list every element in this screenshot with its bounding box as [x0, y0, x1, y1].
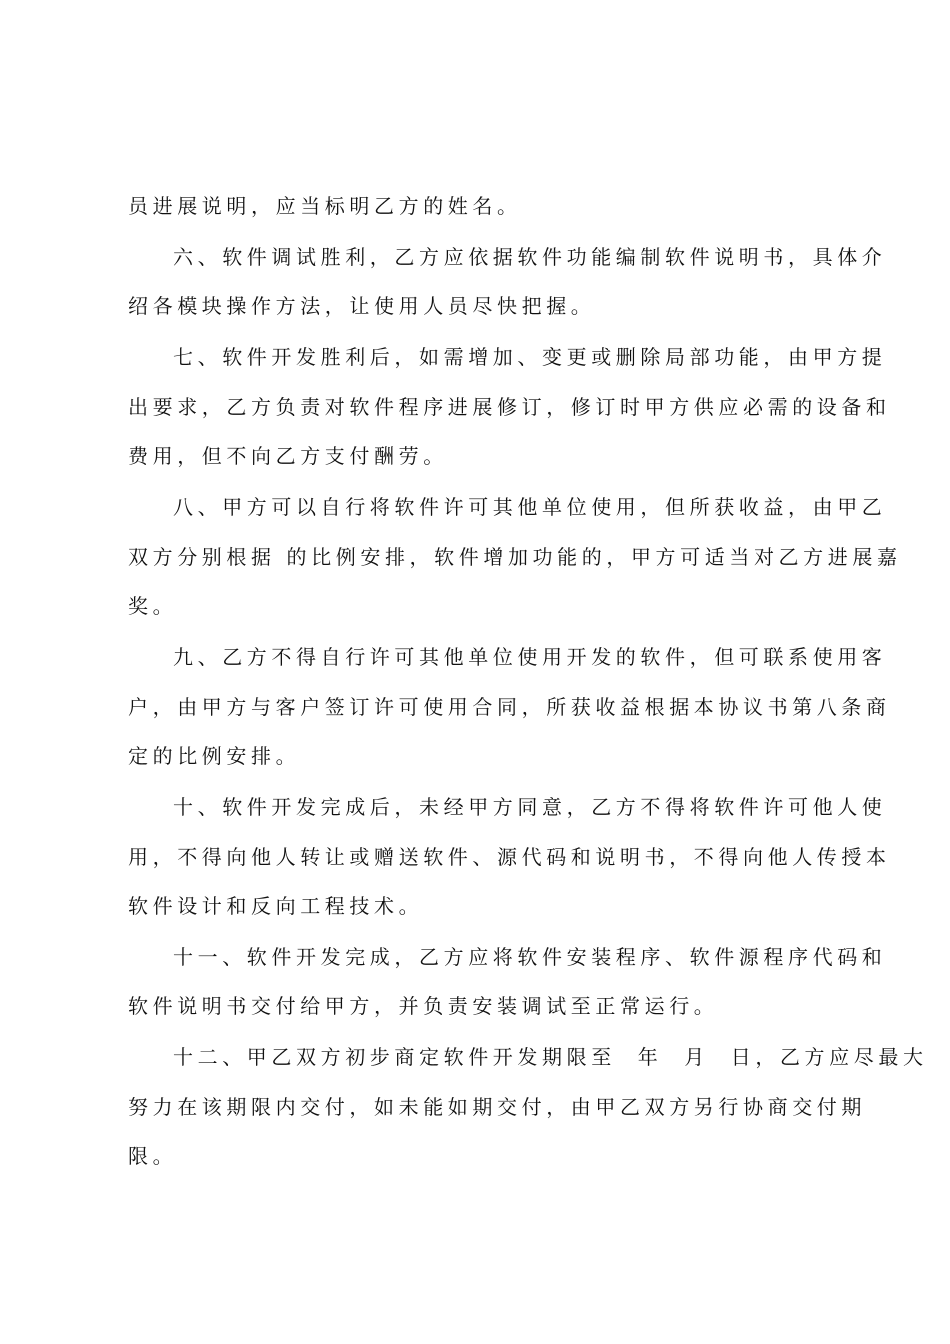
clause-7-line-1: 七、软件开发胜利后，如需增加、变更或删除局部功能，由甲方提 [173, 345, 887, 369]
clause-7-line-3: 费用，但不向乙方支付酬劳。 [128, 444, 448, 468]
clause-12-line-1: 十二、甲乙双方初步商定软件开发期限至 年 月 日，乙方应尽最大 [173, 1045, 928, 1069]
clause-10-line-3: 软件设计和反向工程技术。 [128, 894, 424, 918]
text-line: 员进展说明，应当标明乙方的姓名。 [128, 194, 522, 218]
clause-10-line-2: 用，不得向他人转让或赠送软件、源代码和说明书，不得向他人传授本 [128, 845, 891, 869]
clause-6-line-2: 绍各模块操作方法，让使用人员尽快把握。 [128, 294, 596, 318]
clause-8-line-2: 双方分别根据 的比例安排，软件增加功能的，甲方可适当对乙方进展嘉 [128, 545, 902, 569]
clause-9-line-1: 九、乙方不得自行许可其他单位使用开发的软件，但可联系使用客 [173, 645, 887, 669]
clause-6-line-1: 六、软件调试胜利，乙方应依据软件功能编制软件说明书，具体介 [173, 245, 887, 269]
clause-8-line-3: 奖。 [128, 594, 178, 618]
clause-10-line-1: 十、软件开发完成后，未经甲方同意，乙方不得将软件许可他人使 [173, 795, 887, 819]
clause-11-line-1: 十一、软件开发完成，乙方应将软件安装程序、软件源程序代码和 [173, 945, 887, 969]
clause-12-line-2: 努力在该期限内交付，如未能如期交付，由甲乙双方另行协商交付期 [128, 1095, 866, 1119]
clause-8-line-1: 八、甲方可以自行将软件许可其他单位使用，但所获收益，由甲乙 [173, 495, 887, 519]
clause-12-line-3: 限。 [128, 1144, 178, 1168]
clause-11-line-2: 软件说明书交付给甲方，并负责安装调试至正常运行。 [128, 994, 719, 1018]
clause-9-line-2: 户，由甲方与客户签订许可使用合同，所获收益根据本协议书第八条商 [128, 695, 891, 719]
clause-9-line-3: 定的比例安排。 [128, 744, 301, 768]
clause-7-line-2: 出要求，乙方负责对软件程序进展修订，修订时甲方供应必需的设备和 [128, 395, 891, 419]
